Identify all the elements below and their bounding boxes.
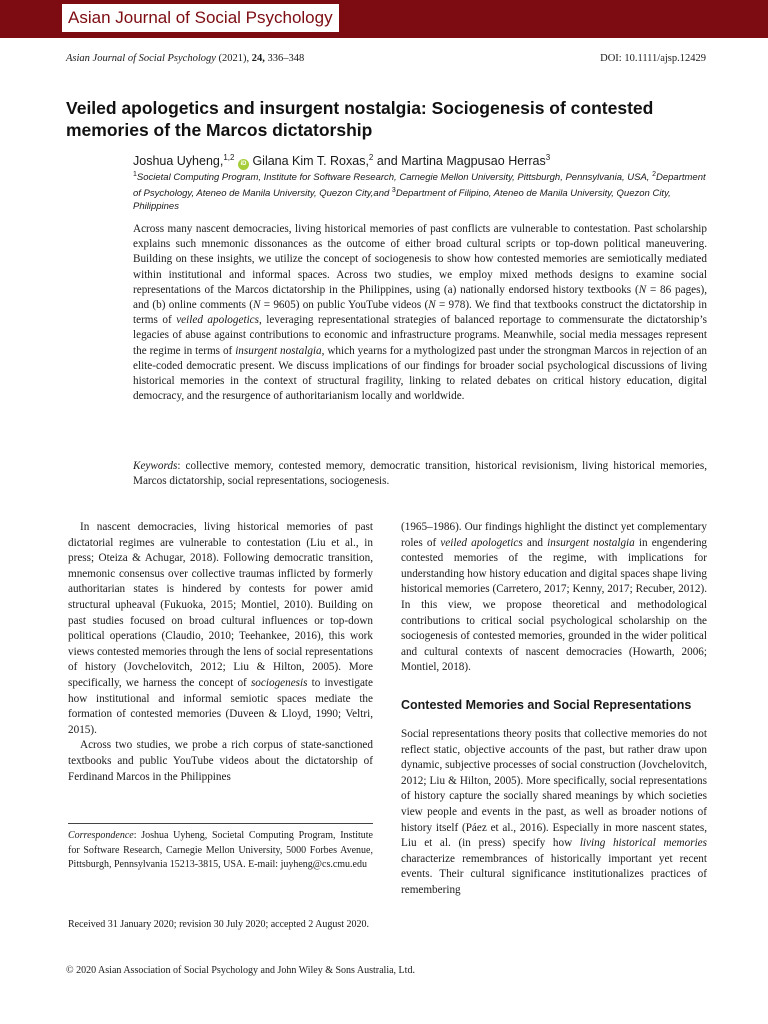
- running-head-journal: Asian Journal of Social Psychology: [66, 53, 216, 64]
- orcid-icon[interactable]: iD: [238, 159, 249, 170]
- affiliation-text: Department of Filipino, Ateneo de Manila University, Quezon City, Philippines: [133, 188, 671, 212]
- body-paragraph: Across two studies, we probe a rich corpus of state-sanctioned textbooks and public YouTube videos about the dictatorship of Ferdinand Marcos in the Philippines: [68, 739, 373, 783]
- author-affiliation-mark: 3: [545, 153, 551, 162]
- body-column-right: [401, 520, 707, 898]
- footnote-divider: [68, 823, 373, 824]
- body-paragraph: (1965–1986). Our findings highlight the distinct yet complementary roles of veiled apologetics and insurgent nostalgia in engendering contested memories of the regime, with implications for understanding how history education and digital spaces shape living historical memories (Carretero, 2017; Kenny, 2017; Recuber, 2012). In this view, we propose theoretical and methodological contributions to critical social psychological scholarship on the sociogenesis of contested memories, grounded in the wider political and cultural contexts of nascent democracies (Howarth, 2006; Montiel, 2018).: [401, 521, 708, 674]
- affiliation-mark: 1: [133, 171, 137, 178]
- running-head-year: (2021),: [218, 53, 250, 64]
- author-name[interactable]: and Martina Magpusao Herras: [376, 154, 546, 168]
- journal-banner: [0, 0, 768, 38]
- keywords-text: : collective memory, contested memory, democratic transition, historical revisionism, living historical memories, Marcos dictatorship, social representations, sociogenesis.: [133, 460, 707, 488]
- running-head-doi[interactable]: DOI: 10.1111/ajsp.12429: [600, 53, 706, 64]
- keywords-label: Keywords: [133, 460, 178, 472]
- received-dates: Received 31 January 2020; revision 30 July 2020; accepted 2 August 2020.: [68, 919, 370, 930]
- affiliation-text: Department of Psychology, Ateneo de Manila University, Quezon City,and: [133, 172, 706, 199]
- affiliation-mark: 2: [652, 171, 656, 178]
- affiliations: [133, 168, 709, 213]
- keywords: [133, 459, 707, 489]
- affiliation-text: Societal Computing Program, Institute for Software Research, Carnegie Mellon University, Pittsburgh, Pennsylvania, USA,: [136, 172, 650, 183]
- affiliation-mark: 3: [391, 187, 396, 194]
- journal-logo: Asian Journal of Social Psychology: [62, 4, 339, 32]
- author-name[interactable]: Gilana Kim T. Roxas,: [252, 154, 369, 168]
- copyright-footer: © 2020 Asian Association of Social Psychology and John Wiley & Sons Australia, Ltd.: [66, 965, 415, 976]
- body-paragraph: In nascent democracies, living historical memories of past dictatorial regimes are vulnerable to contestation (Liu et al., in press; Oteiza & Achugar, 2018). Following democratic transition, mnemonic consensus over collective traumas inflicted by formerly authoritarian states is hindered by contests for power amid structural upheaval (Fukuoka, 2015; Montiel, 2010). Building on past studies focused on broad cultural influences or top-down political operations (Claudio, 2010; Teehankee, 2016), this work views contested memories through the lens of social representations of history (Jovchelovitch, 2012; Liu & Hilton, 2005). More specifically, we harness the concept of sociogenesis to investigate how institutional and informal semiotic spaces mediate the formation of contested memories (Duveen & Lloyd, 1990; Veltri, 2015).: [68, 521, 373, 736]
- author-name[interactable]: Joshua Uyheng,: [133, 154, 224, 168]
- correspondence-label: Correspondence: [68, 830, 134, 841]
- body-column-left: [68, 520, 373, 785]
- correspondence-text: : Joshua Uyheng, Societal Computing Program, Institute for Software Research, Carnegie Mellon University, 5000 Forbes Avenue, Pittsburgh, Pennsylvania 15213-3815, USA. E-mail: juyheng@cs.cmu.edu: [68, 830, 373, 870]
- running-head-pages: 336–348: [267, 53, 305, 64]
- correspondence-note: [68, 829, 373, 873]
- article-title: Veiled apologetics and insurgent nostalgia: Sociogenesis of contested memories of the Marcos dictatorship: [66, 98, 654, 140]
- author-affiliation-mark: 2: [368, 153, 374, 162]
- body-paragraph: Social representations theory posits that collective memories do not reflect static, objective accounts of the past, but rather draw upon dynamic, subjective processes of social construction (Jovchelovitch, 2012; Liu & Hilton, 2005). More specifically, social representations of history capture the socially shared meanings by which societies view people and events in the past, as well as broader notions of history itself (Páez et al., 2016). Especially in more nascent states, Liu et al. (in press) specify how living historical memories characterize remembrances of historically important yet recent events. Their cultural significance institutionalizes practices of remembering: [401, 727, 707, 896]
- author-affiliation-mark: 1,2: [223, 153, 235, 162]
- section-heading: Contested Memories and Social Representations: [401, 697, 692, 712]
- running-head: [66, 53, 706, 64]
- running-head-volume: 24,: [251, 53, 265, 64]
- abstract: Across many nascent democracies, living historical memories of past conflicts are vulnerable to contestation. Past scholarship explains such mnemonic dissonances as the outcome of either broad cultural scripts or top-down political maneuvering. Building on these insights, we utilize the concept of sociogenesis to show how contested memories are semiotically mediated within institutional and informal spaces. Across two studies, we employ mixed methods designs to examine social representations of the Marcos dictatorship in the Philippines, using (a) nationally endorsed history textbooks (N = 86 pages), and (b) online comments (N = 9605) on public YouTube videos (N = 978). We find that textbooks construct the dictatorship in terms of veiled apologetics, leveraging representational strategies of balanced reportage to commensurate the dictatorship’s legacies of abuse against contributions to economic and infrastructure programs. Meanwhile, social media messages represent the regime in terms of insurgent nostalgia, which yearns for a mythologized past under the strongman Marcos in rejection of an elite-coded democratic present. We discuss implications of our findings for broader social psychological discussions of living historical memories in the context of structural fragility, linking to related debates on critical history education, digital democracy, and the resurgence of authoritarianism locally and worldwide.: [133, 223, 708, 403]
